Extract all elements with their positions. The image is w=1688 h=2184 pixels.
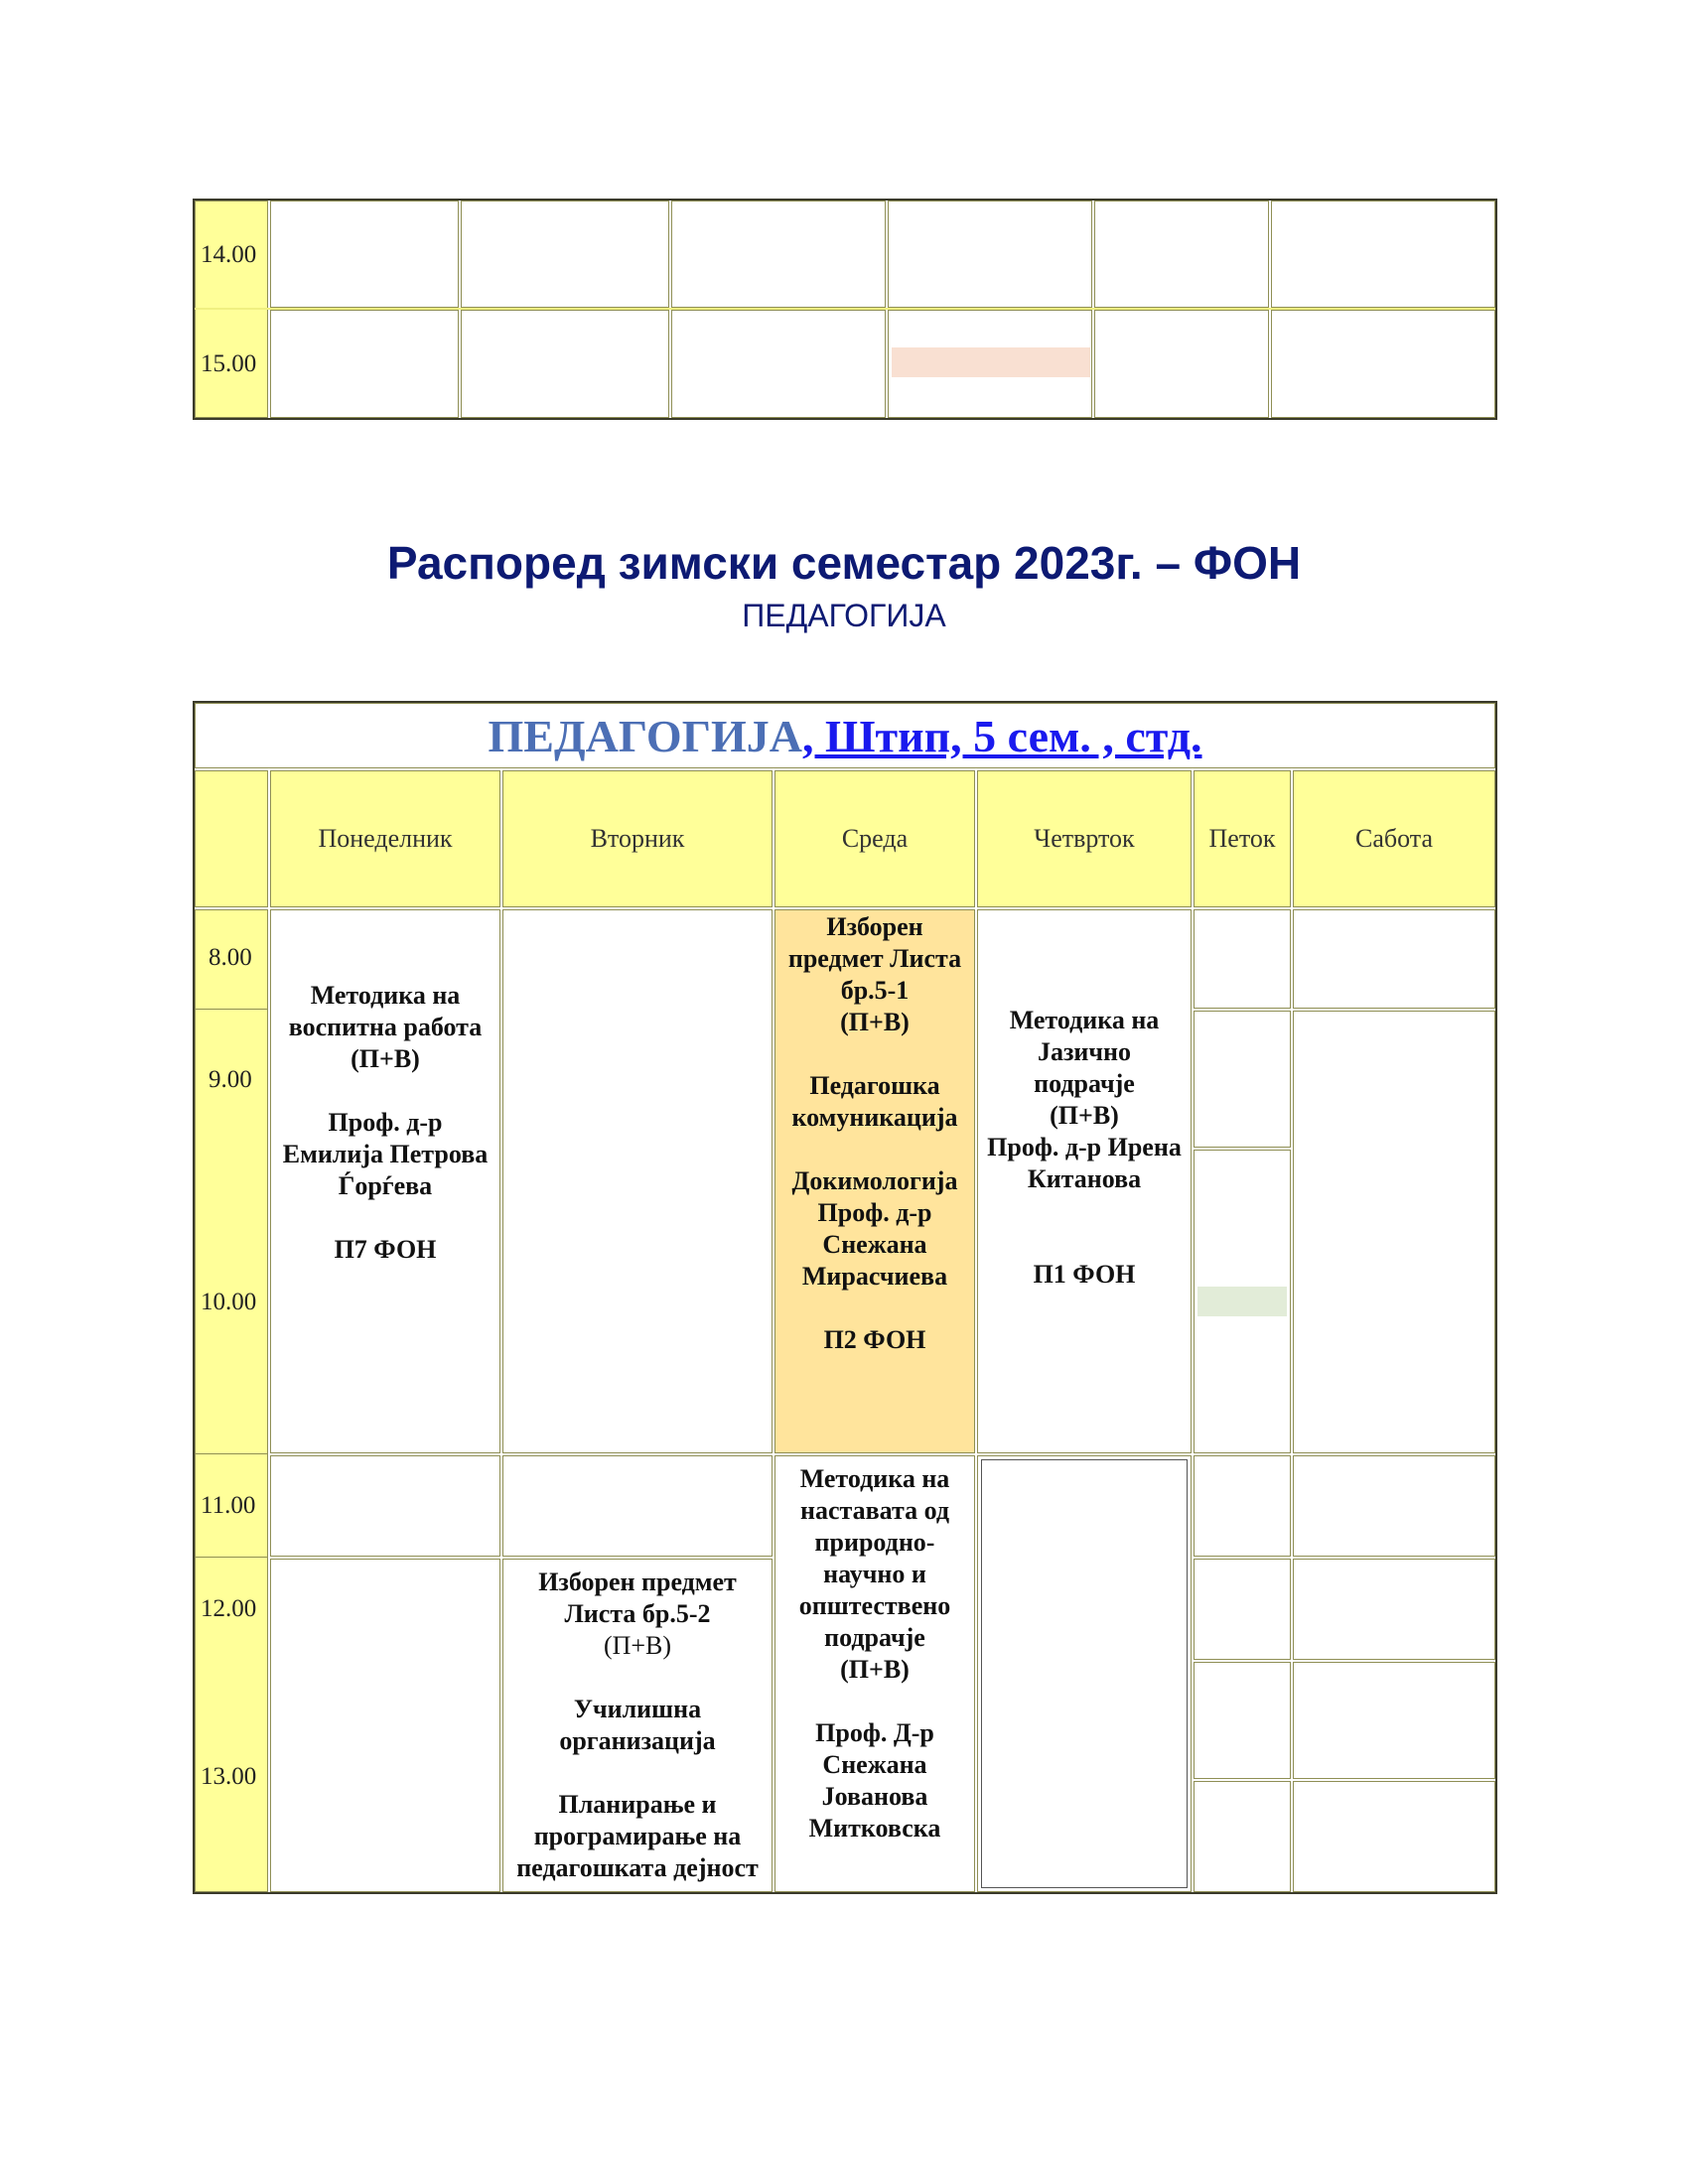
empty-cell [1293,909,1495,1009]
course-name: наставата од [800,1496,949,1525]
course-name: научно и [823,1560,926,1588]
empty-cell [1194,1662,1291,1779]
empty-cell [1194,1455,1291,1557]
empty-cell [1271,201,1495,308]
course-option: Планирање и [558,1790,717,1819]
professor: Снежана [822,1230,927,1259]
course-option: комуникација [791,1103,958,1132]
professor: Проф. д-р Ирена [987,1133,1182,1161]
course-type: (П+В) [603,1631,672,1660]
pink-marker [892,347,1090,377]
time-label: 15.00 [201,350,257,377]
empty-cell [1293,1662,1495,1779]
course-option: Училишна [573,1695,702,1723]
course-name: предмет Листа [787,944,962,973]
time-divider [195,1557,268,1558]
day-header-saturday: Сабота [1293,770,1495,907]
empty-cell [270,1559,500,1892]
course-name: Методика на [1009,1006,1160,1034]
empty-cell [1194,1559,1291,1660]
course-name: воспитна работа [288,1013,483,1041]
empty-cell [502,909,773,1453]
course-option: организација [559,1726,716,1755]
room: П2 ФОН [823,1325,926,1354]
row-divider [195,308,1495,310]
professor: Снежана [822,1750,927,1779]
page-title: Распоред зимски семестар 2023г. – ФОН [386,537,1302,589]
course-type: (П+В) [351,1044,420,1073]
course-wednesday-morning [774,909,975,1366]
course-type: (П+В) [1050,1101,1119,1130]
time-header-blank [195,770,268,907]
room: П1 ФОН [1033,1260,1136,1289]
time-label: 14.00 [201,241,257,268]
professor: Проф. д-р [817,1198,932,1227]
time-label: 13.00 [201,1763,257,1790]
course-tuesday-afternoon [502,1559,773,1892]
empty-cell [1271,310,1495,418]
empty-cell [461,310,669,418]
green-marker [1197,1287,1287,1316]
day-header-thursday: Четврток [977,770,1192,907]
course-name: Јазично [1037,1037,1132,1066]
course-type: (П+В) [840,1008,910,1036]
table-banner [195,703,1495,768]
empty-cell [1293,1559,1495,1660]
empty-cell [888,201,1092,308]
course-name: општествено [798,1591,951,1620]
course-name: подрачје [824,1623,925,1652]
time-label: 10.00 [201,1289,257,1315]
time-label: 12.00 [201,1595,257,1622]
banner-link[interactable]: , Штип, 5 сем. , стд. [801,710,1202,761]
course-option: програмирање на [533,1822,742,1850]
professor: Емилија Петрова [282,1140,489,1168]
professor: Проф. Д-р [815,1718,934,1747]
time-label: 9.00 [209,1066,252,1093]
empty-cell [1194,909,1291,1009]
empty-cell [502,1455,773,1557]
professor: Китанова [1027,1164,1142,1193]
empty-cell [671,310,886,418]
time-divider [195,1453,268,1454]
course-name: Листа бр.5-2 [564,1599,711,1628]
course-name: Методика на [799,1464,950,1493]
day-header-friday: Петок [1194,770,1291,907]
page-subtitle: ПЕДАГОГИЈА [742,598,946,633]
course-option: педагошката дејност [516,1853,759,1882]
empty-cell [270,310,459,418]
course-name: Методика на [310,981,461,1010]
room: П7 ФОН [334,1235,437,1264]
professor: Јованова [821,1782,928,1811]
empty-cell [1293,1011,1495,1453]
empty-cell [461,201,669,308]
time-divider [195,1009,268,1010]
course-option: Педагошка [809,1071,940,1100]
course-name: природно- [814,1528,935,1557]
day-header-monday: Понеделник [270,770,500,907]
course-wednesday-afternoon [774,1455,975,1862]
empty-cell [1194,1781,1291,1892]
course-name: подрачје [1034,1069,1135,1098]
time-column [195,909,268,1892]
banner-dept: ПЕДАГОГИЈА [488,710,802,761]
empty-cell [1094,201,1269,308]
course-option: Докимологија [791,1166,958,1195]
empty-cell [1293,1781,1495,1892]
empty-cell [1293,1455,1495,1557]
course-name: Изборен [826,912,923,941]
empty-cell [671,201,886,308]
empty-cell [270,201,459,308]
course-name: Изборен предмет [538,1568,737,1596]
empty-cell [270,1455,500,1557]
course-name: бр.5-1 [840,976,910,1005]
empty-cell [1194,1011,1291,1148]
professor: Митковска [808,1814,941,1843]
professor: Мирасчиева [801,1262,948,1291]
course-type: (П+В) [840,1655,910,1684]
time-label: 11.00 [201,1492,256,1519]
professor: Проф. д-р [328,1108,443,1137]
day-header-tuesday: Вторник [502,770,773,907]
empty-cell [981,1459,1188,1888]
time-label: 8.00 [209,944,252,971]
empty-cell [1094,310,1269,418]
day-header-wednesday: Среда [774,770,975,907]
course-thursday [977,909,1192,1336]
course-monday [270,909,500,1336]
professor: Ѓорѓева [338,1171,433,1200]
